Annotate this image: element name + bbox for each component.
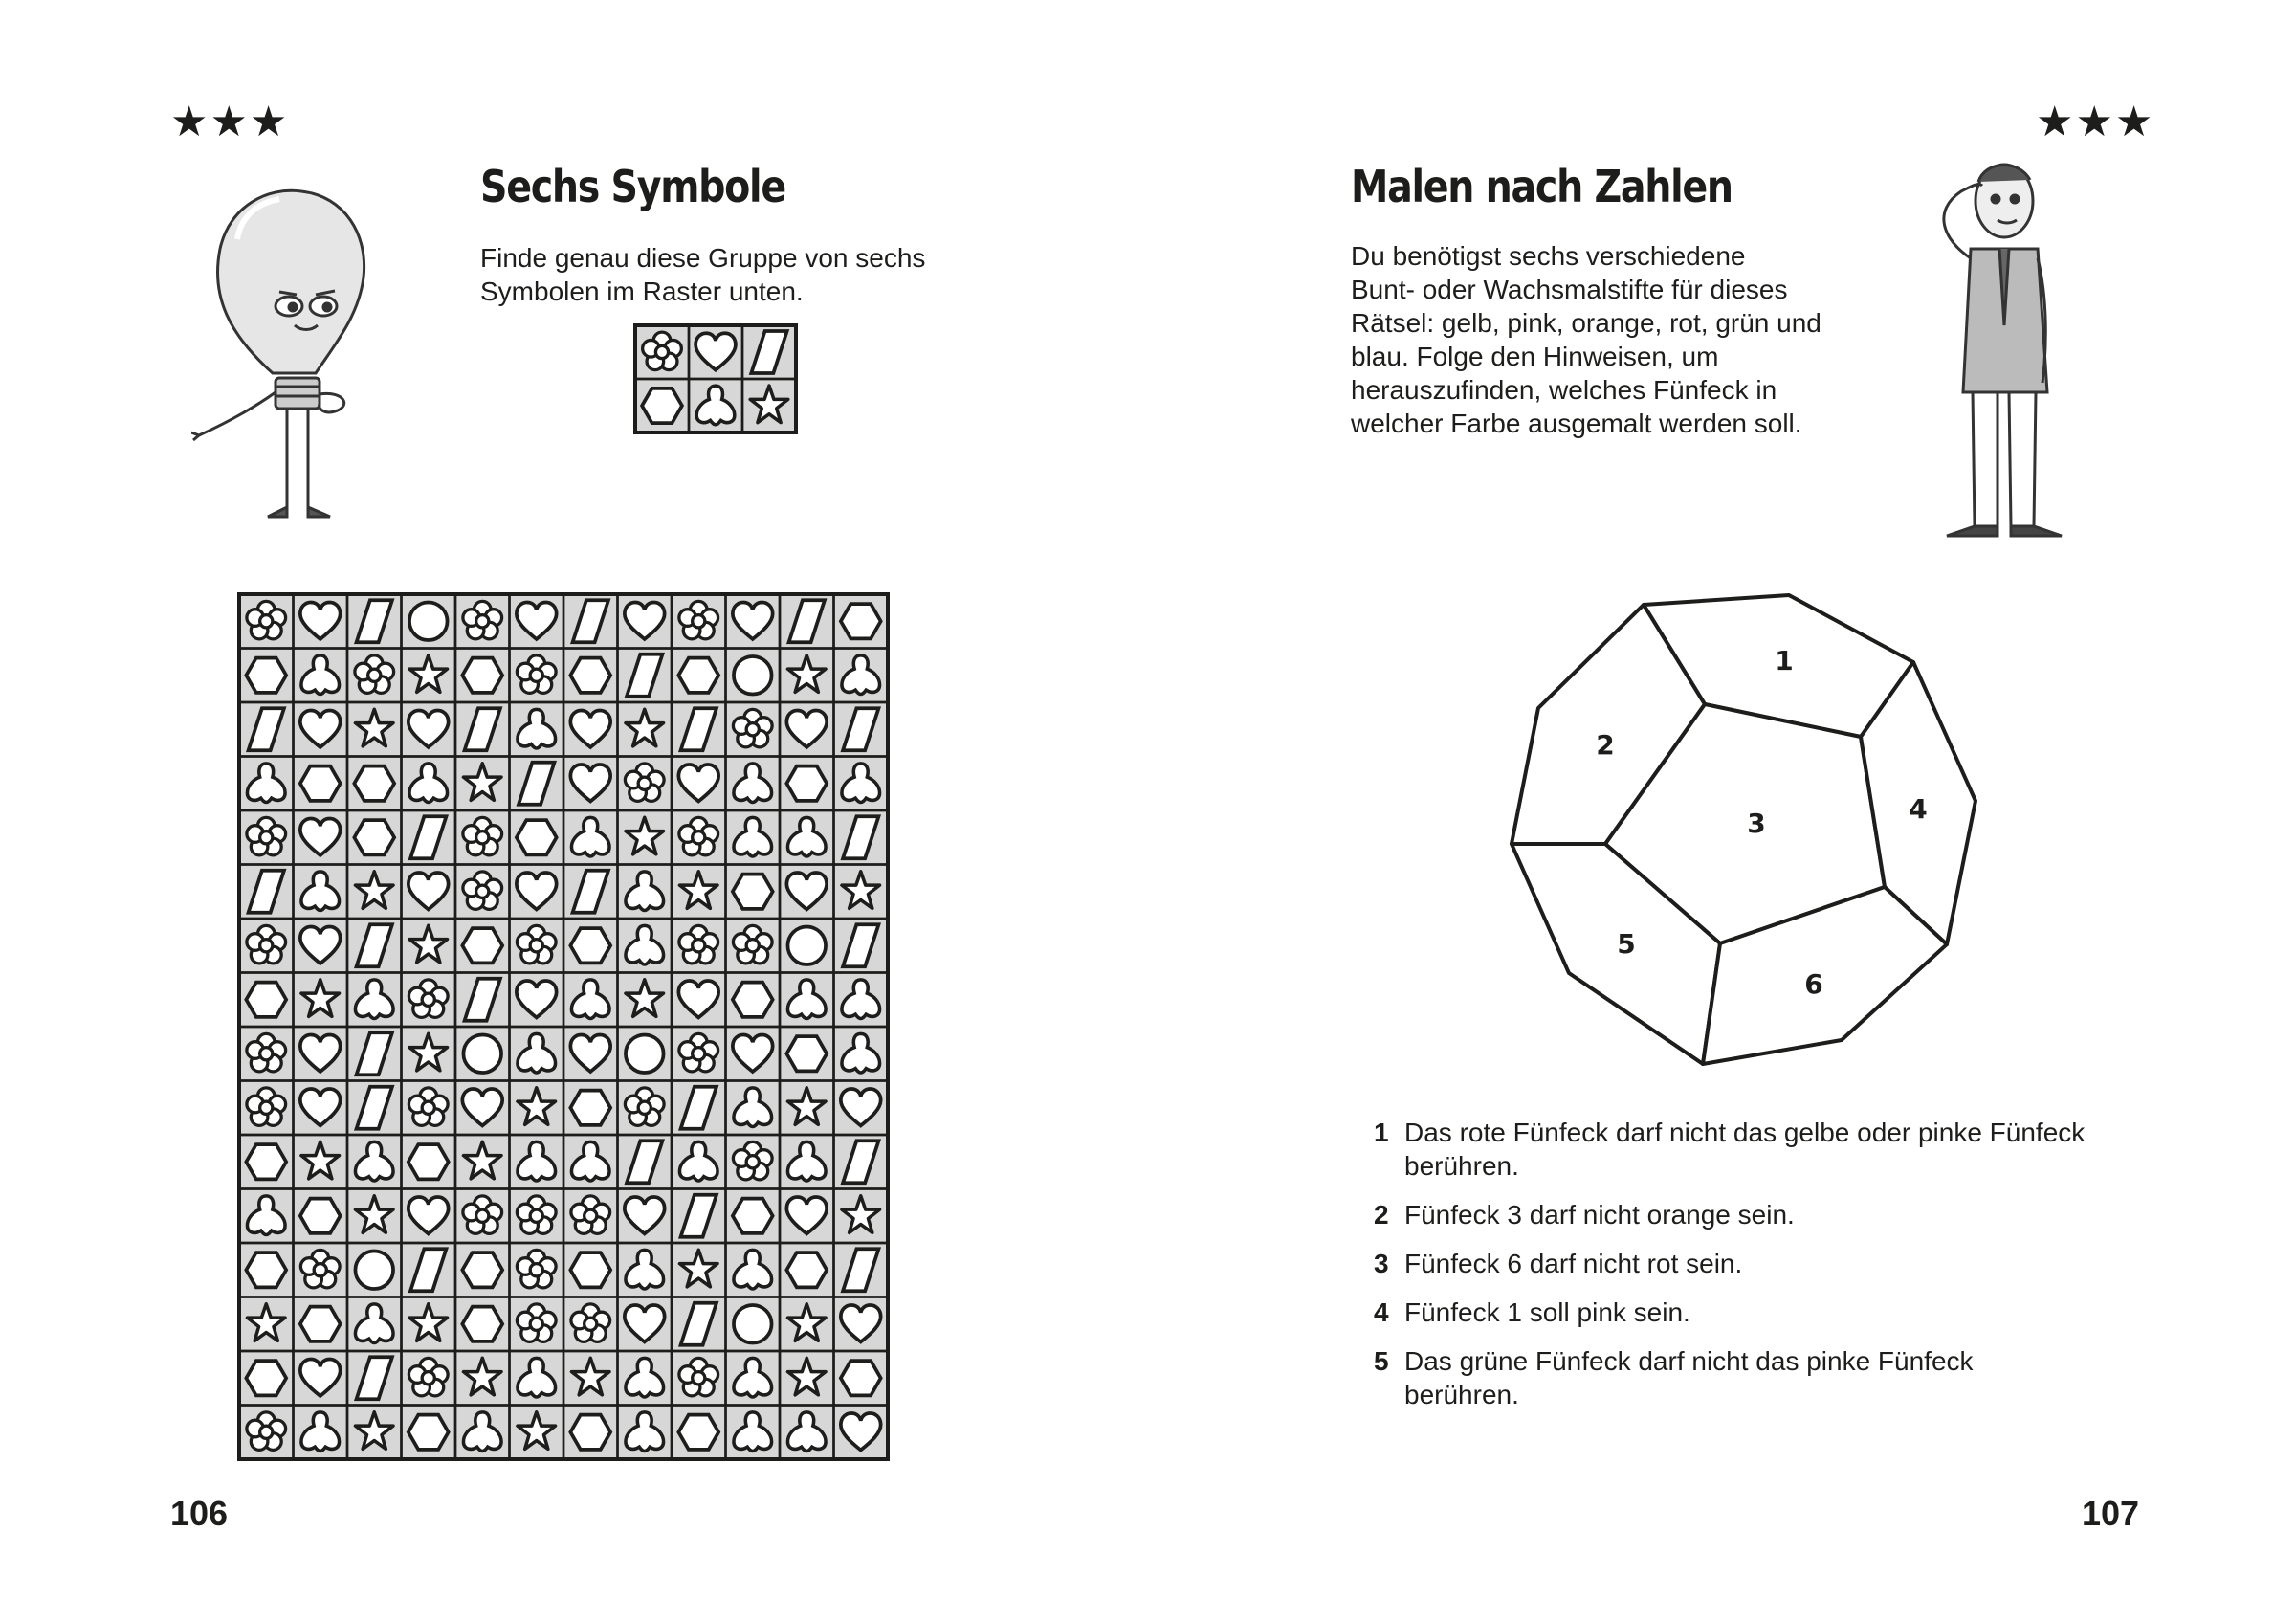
puzzle-title-malen-nach-zahlen: Malen nach Zahlen bbox=[1351, 161, 1733, 212]
circle-icon bbox=[626, 1034, 664, 1073]
hint-item bbox=[1374, 1198, 2093, 1231]
hexagon-icon bbox=[462, 658, 502, 693]
page-number-right: 107 bbox=[2082, 1494, 2140, 1533]
hexagon-icon bbox=[570, 928, 610, 963]
page-number-left: 106 bbox=[170, 1494, 229, 1533]
pentagon-coloring-figure bbox=[1492, 586, 2009, 1083]
hint-text: Fünfeck 3 darf nicht orange sein. bbox=[1404, 1200, 1795, 1230]
circle-icon bbox=[787, 926, 826, 964]
target-symbol-group bbox=[633, 323, 802, 438]
instruction-line: Bunt- oder Wachsmalstifte für dieses bbox=[1351, 275, 1788, 304]
lightbulb-character-illustration bbox=[191, 182, 411, 536]
hexagon-icon bbox=[733, 875, 773, 909]
hint-item bbox=[1374, 1344, 2093, 1411]
instruction-line: blau. Folge den Hinweisen, um bbox=[1351, 342, 1719, 371]
hexagon-icon bbox=[354, 820, 394, 854]
hint-item bbox=[1374, 1116, 2093, 1183]
puzzle-title-sechs-symbole: Sechs Symbole bbox=[480, 161, 785, 212]
hexagon-icon bbox=[246, 1252, 286, 1287]
hexagon-icon bbox=[246, 1361, 286, 1395]
hexagon-icon bbox=[841, 1361, 881, 1395]
hexagon-icon bbox=[570, 1252, 610, 1287]
hexagon-icon bbox=[408, 1144, 449, 1179]
hexagon-icon bbox=[786, 1252, 827, 1287]
instructions-malen-nach-zahlen bbox=[1351, 239, 1887, 440]
circle-icon bbox=[355, 1251, 393, 1289]
hexagon-icon bbox=[733, 1199, 773, 1233]
hint-text: Fünfeck 1 soll pink sein. bbox=[1404, 1297, 1690, 1327]
pentagon-number-label: 6 bbox=[1804, 968, 1823, 1000]
hexagon-icon bbox=[786, 1036, 827, 1071]
hexagon-icon bbox=[462, 1307, 502, 1341]
symbol-search-grid bbox=[235, 590, 894, 1467]
hexagon-icon bbox=[517, 820, 557, 854]
hint-text: Fünfeck 6 darf nicht rot sein. bbox=[1404, 1249, 1743, 1278]
pentagon-number-label: 4 bbox=[1909, 793, 1928, 825]
hexagon-icon bbox=[408, 1415, 449, 1450]
instruction-line: herauszufinden, welches Fünfeck in bbox=[1351, 375, 1777, 405]
hexagon-icon bbox=[642, 388, 682, 423]
difficulty-stars-left: ★★★ bbox=[170, 98, 290, 146]
hexagon-icon bbox=[786, 766, 827, 801]
hexagon-icon bbox=[354, 766, 394, 801]
pentagon-number-label: 3 bbox=[1747, 808, 1766, 839]
hexagon-icon bbox=[246, 658, 286, 693]
hexagon-icon bbox=[246, 983, 286, 1017]
pentagon-number-label: 5 bbox=[1617, 928, 1636, 960]
hexagon-icon bbox=[678, 1415, 718, 1450]
thinking-man-character-illustration bbox=[1904, 153, 2095, 555]
hexagon-icon bbox=[300, 1307, 341, 1341]
hexagon-icon bbox=[300, 1199, 341, 1233]
hexagon-icon bbox=[570, 658, 610, 693]
hint-item bbox=[1374, 1247, 2093, 1280]
pentagon-number-label: 2 bbox=[1596, 729, 1615, 761]
hint-number: 2 bbox=[1374, 1200, 1389, 1230]
circle-icon bbox=[734, 656, 772, 695]
hint-number: 5 bbox=[1374, 1346, 1389, 1376]
instruction-line: Du benötigst sechs verschiedene bbox=[1351, 241, 1746, 271]
circle-icon bbox=[409, 602, 448, 640]
hint-text: Das grüne Fünfeck darf nicht das pinke Fünfeck berühren. bbox=[1404, 1346, 1974, 1409]
hint-text: Das rote Fünfeck darf nicht das gelbe oder pinke Fünfeck berühren. bbox=[1404, 1118, 2086, 1181]
hexagon-icon bbox=[841, 604, 881, 638]
hint-item bbox=[1374, 1296, 2093, 1329]
hint-number: 1 bbox=[1374, 1118, 1389, 1147]
hints-list bbox=[1374, 1116, 2093, 1411]
pentagon-number-label: 1 bbox=[1775, 645, 1794, 676]
instruction-line: Finde genau diese Gruppe von sechs bbox=[480, 243, 926, 273]
hexagon-icon bbox=[246, 1144, 286, 1179]
hexagon-icon bbox=[570, 1091, 610, 1125]
hexagon-icon bbox=[570, 1415, 610, 1450]
circle-icon bbox=[734, 1305, 772, 1343]
hexagon-icon bbox=[733, 983, 773, 1017]
instructions-sechs-symbole bbox=[480, 241, 1016, 308]
hexagon-icon bbox=[678, 658, 718, 693]
instruction-line: Symbolen im Raster unten. bbox=[480, 277, 804, 306]
hexagon-icon bbox=[462, 1252, 502, 1287]
hint-number: 4 bbox=[1374, 1297, 1389, 1327]
circle-icon bbox=[463, 1034, 501, 1073]
instruction-line: welcher Farbe ausgemalt werden soll. bbox=[1351, 409, 1802, 438]
hexagon-icon bbox=[462, 928, 502, 963]
instruction-line: Rätsel: gelb, pink, orange, rot, grün und bbox=[1351, 308, 1821, 338]
difficulty-stars-right: ★★★ bbox=[2036, 98, 2155, 146]
hexagon-icon bbox=[300, 766, 341, 801]
hint-number: 3 bbox=[1374, 1249, 1389, 1278]
